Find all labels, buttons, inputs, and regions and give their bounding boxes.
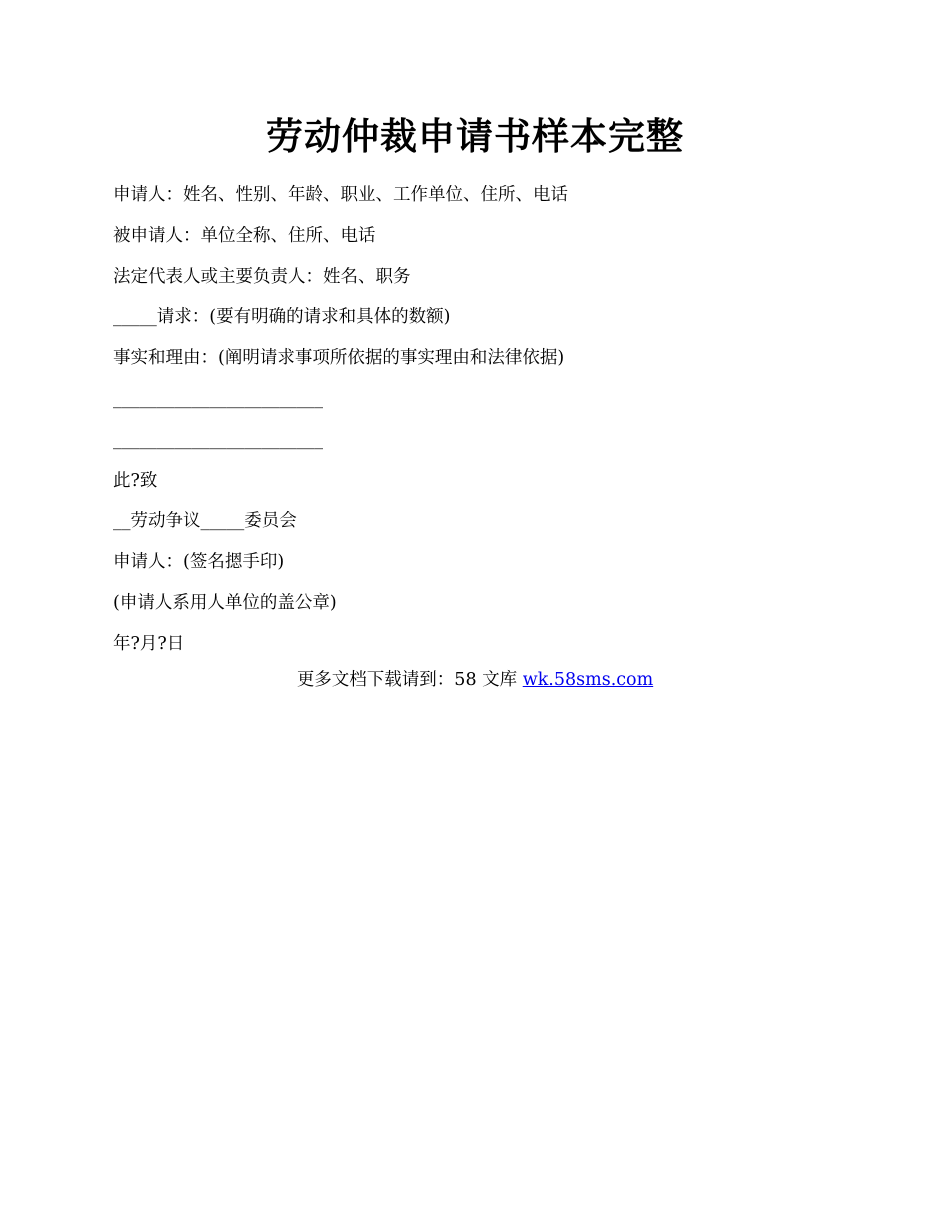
footer-prefix: 更多文档下载请到：58 文库 [296, 670, 523, 690]
blank-line-2: ________________________ [113, 429, 323, 450]
document-body [113, 175, 873, 665]
salutation-line: 此?致 [113, 470, 158, 491]
blank-line-1: ________________________ [113, 388, 323, 409]
document-title: 劳动仲裁申请书样本完整 [266, 114, 684, 158]
footer-link[interactable]: wk.58sms.com [522, 670, 654, 690]
request-line: _____请求：(要有明确的请求和具体的数额) [113, 307, 451, 328]
legal-representative-line: 法定代表人或主要负责人：姓名、职务 [113, 266, 411, 287]
signature-line: 申请人：(签名摁手印) [113, 552, 285, 573]
date-line: 年?月?日 [113, 633, 185, 654]
committee-line: __劳动争议_____委员会 [113, 511, 297, 532]
download-footer [0, 664, 950, 696]
applicant-line: 申请人：姓名、性别、年龄、职业、工作单位、住所、电话 [113, 185, 568, 205]
seal-line: (申请人系用人单位的盖公章) [113, 592, 337, 613]
respondent-line: 被申请人：单位全称、住所、电话 [113, 225, 376, 246]
facts-reasons-line: 事实和理由：(阐明请求事项所依据的事实理由和法律依据) [113, 348, 565, 369]
